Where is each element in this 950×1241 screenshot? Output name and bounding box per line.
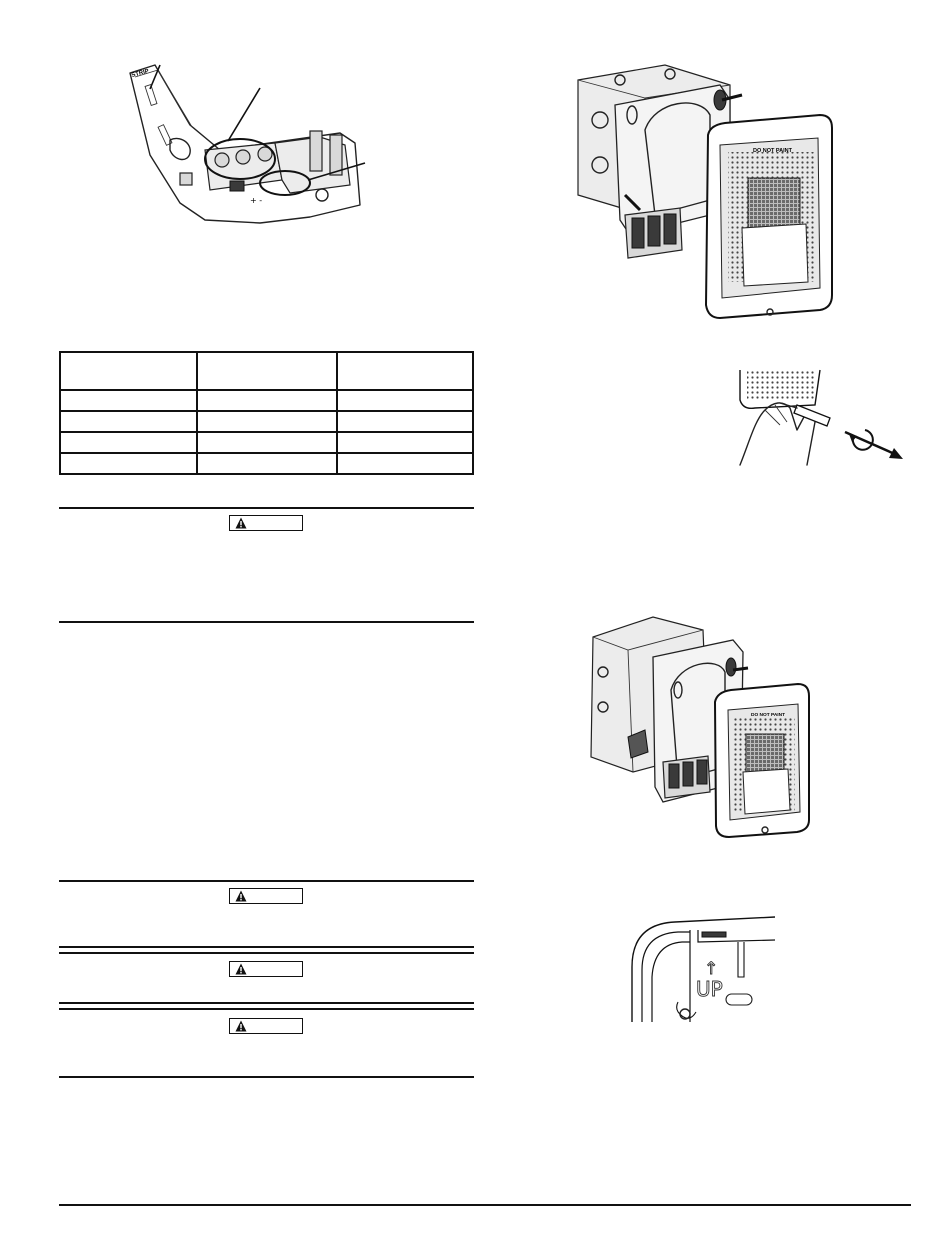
strip-label: STRIP (130, 68, 150, 79)
warning-bottom-rule (59, 1002, 474, 1004)
warning-bottom-rule (59, 946, 474, 948)
table-header-row (60, 352, 473, 390)
table-cell (337, 453, 473, 474)
table-row (60, 411, 473, 432)
table-row (60, 390, 473, 411)
svg-text:+ -: + - (250, 196, 263, 205)
warning-triangle-icon (235, 1020, 247, 1032)
warning-bottom-rule (59, 1076, 474, 1078)
up-arrow-icon: ↑ (704, 959, 719, 979)
table-cell (337, 432, 473, 453)
warning-top-rule (59, 507, 474, 509)
table-cell (197, 390, 337, 411)
up-marking-figure (630, 912, 775, 1024)
warning-triangle-icon (235, 890, 247, 902)
table-header-cell (337, 352, 473, 390)
warning-top-rule (59, 1008, 474, 1010)
table-cell (197, 453, 337, 474)
table-row (60, 453, 473, 474)
warning-triangle-icon (235, 517, 247, 529)
table-cell (197, 411, 337, 432)
warning-top-rule (59, 952, 474, 954)
spec-table (59, 351, 474, 475)
warning-bottom-rule (59, 621, 474, 623)
table-cell (60, 432, 197, 453)
table-cell (60, 390, 197, 411)
terminal-base-figure (110, 55, 400, 235)
table-cell (197, 432, 337, 453)
table-cell (337, 411, 473, 432)
table-row (60, 432, 473, 453)
warning-triangle-icon (235, 963, 247, 975)
do-not-paint-text-2: DO NOT PAINT (751, 713, 786, 718)
mounting-box-exploded-figure-top (570, 60, 840, 325)
table-header-cell (197, 352, 337, 390)
table-cell (337, 390, 473, 411)
mounting-box-exploded-figure-bottom (583, 612, 813, 837)
warning-badge (229, 961, 303, 977)
table-cell (60, 453, 197, 474)
warning-top-rule (59, 880, 474, 882)
do-not-paint-text-1: DO NOT PAINT (753, 148, 793, 154)
up-label: UP (696, 977, 723, 1001)
footer-rule (59, 1204, 911, 1206)
warning-badge (229, 888, 303, 904)
table-cell (60, 411, 197, 432)
cover-removal-figure (735, 370, 910, 470)
warning-badge (229, 515, 303, 531)
table-header-cell (60, 352, 197, 390)
warning-badge (229, 1018, 303, 1034)
